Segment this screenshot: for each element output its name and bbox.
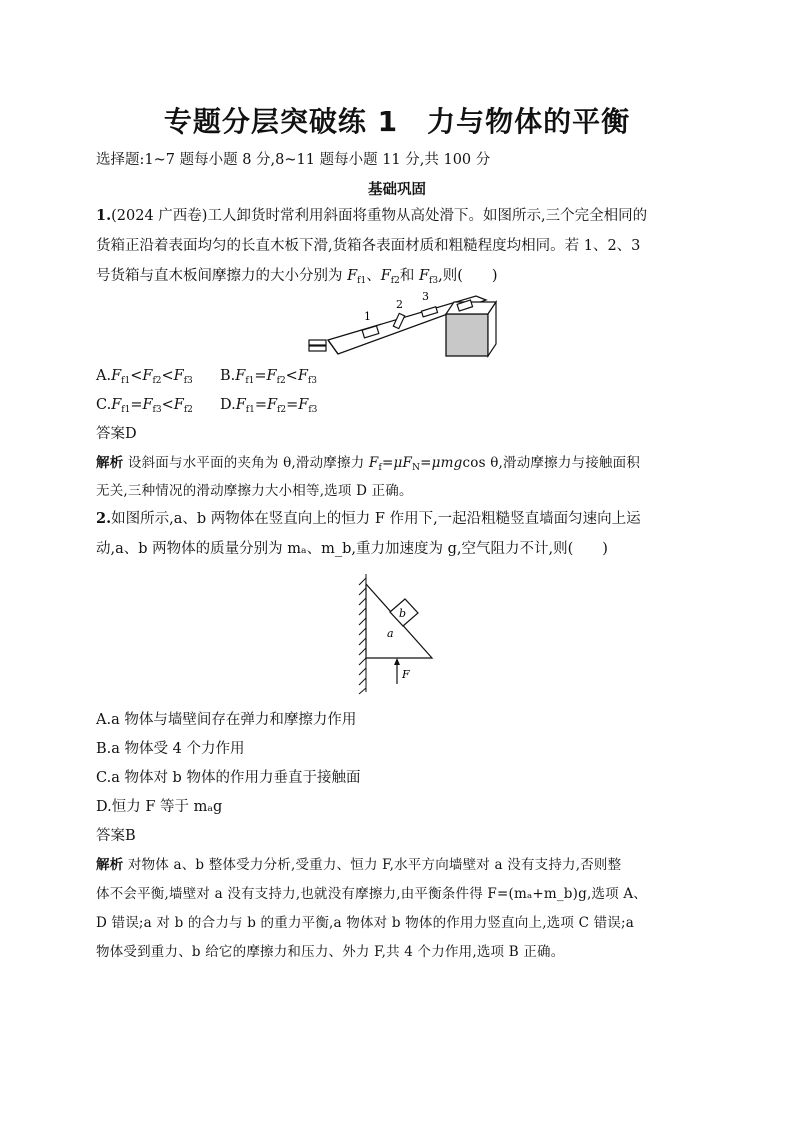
q1-incline-figure bbox=[306, 290, 506, 360]
q2-option-b[interactable]: B.a 物体受 4 个力作用 bbox=[96, 741, 245, 757]
q1-fig-label-1: 1 bbox=[364, 310, 371, 323]
q1-option-c[interactable]: $C.F_{f1}=F_{f3}<F_{f2}$ bbox=[96, 397, 193, 415]
q2-explanation-line4: 物体受到重力、b 给它的摩擦力和压力、外力 F,共 4 个力作用,选项 B 正确。 bbox=[96, 944, 565, 960]
q1-option-d[interactable]: $D.F_{f1}=F_{f2}=F_{f3}$ bbox=[220, 397, 318, 415]
q1-explanation-line1: 解析 设斜面与水平面的夹角为 θ,滑动摩擦力 $F_f=\mu F_N=\mu mgcos$ θ,滑动摩擦力与接触面积 bbox=[96, 455, 641, 473]
q1-stem-line1: 1.(2024 广西卷)工人卸货时常利用斜面将重物从高处滑下。如图所示,三个完全相同的 bbox=[96, 207, 648, 224]
q1-option-b[interactable]: $B.F_{f1}=F_{f2}<F_{f3}$ bbox=[220, 368, 317, 386]
q2-option-c[interactable]: C.a 物体对 b 物体的作用力垂直于接触面 bbox=[96, 770, 361, 786]
q1-option-a[interactable]: $A.F_{f1}<F_{f2}<F_{f3}$ bbox=[96, 368, 193, 386]
q2-explanation-line1: 解析 对物体 a、b 整体受力分析,受重力、恒力 F,水平方向墙壁对 a 没有支持力,否则整 bbox=[96, 857, 622, 873]
q1-answer: 答案D bbox=[96, 426, 137, 442]
q1-stem-line2: 货箱正沿着表面均匀的长直木板下滑,货箱各表面材质和粗糙程度均相同。若 1、2、3 bbox=[96, 238, 641, 254]
q2-number: 2. bbox=[96, 510, 112, 527]
q1-stem-line3: 号货箱与直木板间摩擦力的大小分别为 $F_{f1}$、$F_{f2}$和 $F_{f3}$,则( ) bbox=[96, 268, 498, 286]
q1-number: 1. bbox=[96, 207, 112, 224]
q2-fig-label-f: F bbox=[402, 668, 410, 681]
q2-answer: 答案B bbox=[96, 828, 136, 844]
q1-source: (2024 广西卷) bbox=[111, 208, 208, 224]
page-title: 专题分层突破练 1 力与物体的平衡 bbox=[163, 105, 631, 138]
intro-text: 选择题:1~7 题每小题 8 分,8~11 题每小题 11 分,共 100 分 bbox=[96, 152, 491, 168]
q2-fig-label-a: a bbox=[387, 627, 394, 640]
q1-explanation-line2: 无关,三种情况的滑动摩擦力大小相等,选项 D 正确。 bbox=[96, 483, 413, 499]
q1-fig-label-3: 3 bbox=[422, 290, 429, 303]
q1-options-row2 bbox=[96, 395, 706, 420]
q2-explanation-line2: 体不会平衡,墙壁对 a 没有支持力,也就没有摩擦力,由平衡条件得 F=(mₐ+m_b)g,选项 A、 bbox=[96, 886, 647, 902]
q2-fig-label-b: b bbox=[399, 607, 407, 620]
section-heading: 基础巩固 bbox=[368, 182, 426, 198]
q2-option-a[interactable]: A.a 物体与墙壁间存在弹力和摩擦力作用 bbox=[96, 712, 357, 728]
q2-stem-line2: 动,a、b 两物体的质量分别为 mₐ、m_b,重力加速度为 g,空气阻力不计,则( ) bbox=[96, 541, 608, 557]
q2-wall-figure bbox=[350, 570, 440, 695]
q2-stem-line1: 2.如图所示,a、b 两物体在竖直向上的恒力 F 作用下,一起沿粗糙竖直墙面匀速向上运 bbox=[96, 510, 641, 527]
q2-option-d[interactable]: D.恒力 F 等于 mₐg bbox=[96, 799, 223, 815]
q1-options-row1 bbox=[96, 366, 706, 391]
q1-fig-label-2: 2 bbox=[396, 298, 403, 311]
q2-explanation-line3: D 错误;a 对 b 的合力与 b 的重力平衡,a 物体对 b 物体的作用力竖直向上,选项 C 错误;a bbox=[96, 915, 635, 931]
